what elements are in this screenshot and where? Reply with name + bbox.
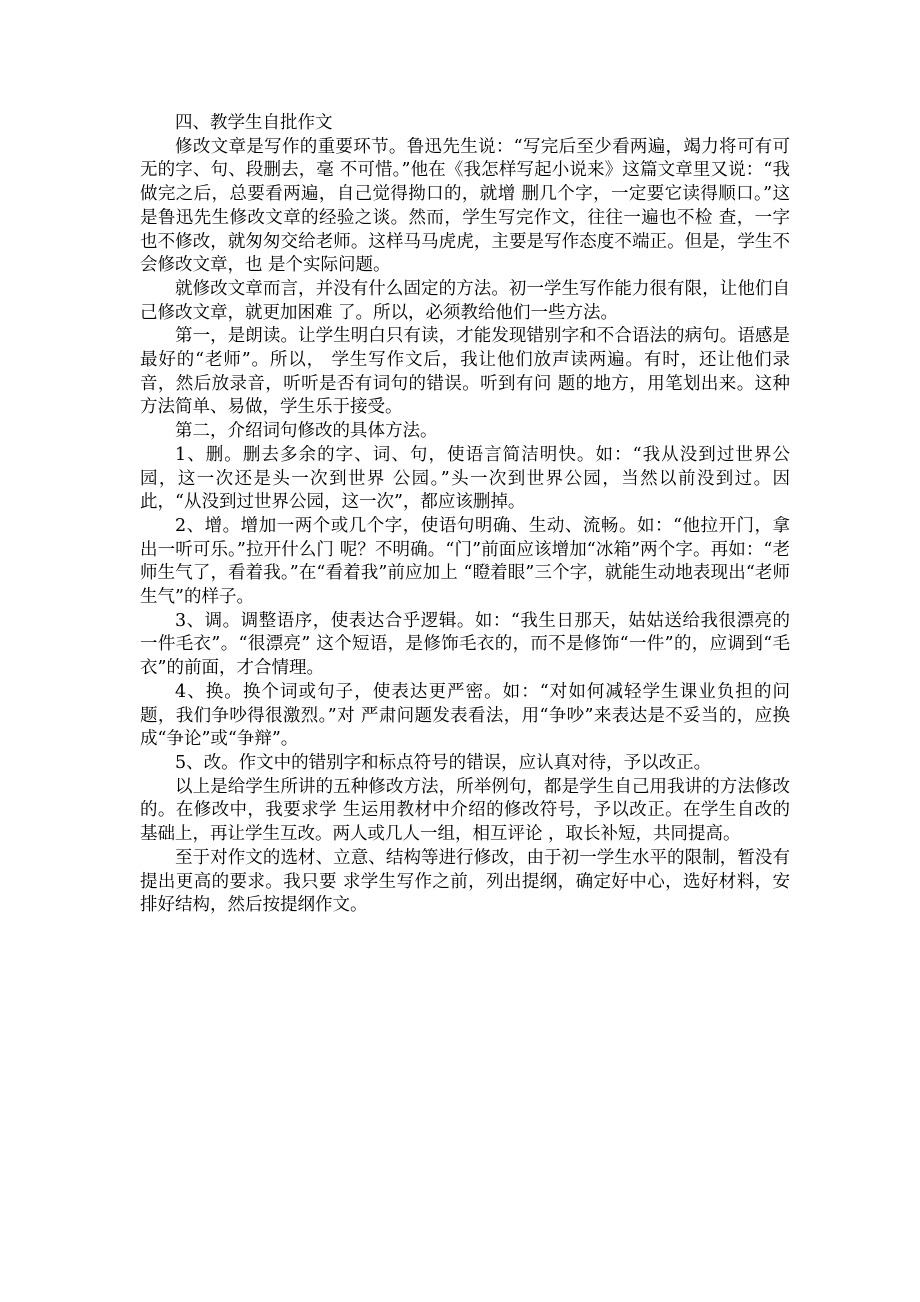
document-body: [140, 112, 790, 918]
paragraph-correct: 5、改。作文中的错别字和标点符号的错误，应认真对待，予以改正。: [175, 752, 712, 773]
paragraph-summary: 以上是给学生所讲的五种修改方法，所举例句，都是学生自己用我讲的方法修改的。在修改中，我要求学 生运用教材中介绍的修改符号，予以改正。在学生自改的基础上，再让学生互改。两人或几人一组，相互评论 ，取长补短，共同提高。: [140, 776, 790, 845]
paragraph-revision-methods: 第二，介绍词句修改的具体方法。: [175, 421, 438, 442]
section-heading: 四、教学生自批作文: [175, 113, 333, 133]
paragraph-reorder: 3、调。调整语序，使表达合乎逻辑。如：“我生日那天，姑姑送给我很漂亮的一件毛衣”。“很漂亮” 这个短语，是修饰毛衣的，而不是修饰“一件”的，应调到“毛衣”的前面，才合情理。: [140, 610, 790, 679]
paragraph-conclusion: 至于对作文的选材、立意、结构等进行修改，由于初一学生水平的限制，暂没有提出更高的要求。我只要 求学生写作之前，列出提纲，确定好中心，选好材料，安排好结构，然后按提纲作文。: [140, 847, 790, 916]
paragraph-reading-aloud: 第一，是朗读。让学生明白只有读，才能发现错别字和不合语法的病句。语感是最好的“老师”。所以， 学生写作文后，我让他们放声读两遍。有时，还让他们录音，然后放录音，听听是否有词句的错误。听到有问 题的地方，用笔划出来。这种方法简单、易做，学生乐于接受。: [140, 326, 790, 418]
paragraph-method-overview: 就修改文章而言，并没有什么固定的方法。初一学生写作能力很有限，让他们自己修改文章，就更加困难 了。所以，必须教给他们一些方法。: [140, 278, 790, 323]
paragraph-delete: 1、删。删去多余的字、词、句，使语言简洁明快。如：“我从没到过世界公园，这一次还是头一次到世界 公园。”头一次到世界公园，当然以前没到过。因此，“从没到过世界公园，这一次”，都应该删掉。: [140, 444, 790, 513]
paragraph-intro: 修改文章是写作的重要环节。鲁迅先生说：“写完后至少看两遍，竭力将可有可无的字、句、段删去，毫 不可惜。”他在《我怎样写起小说来》这篇文章里又说：“我做完之后，总要看两遍，自己觉得拗口的，就增 删几个字，一定要它读得顺口。”这是鲁迅先生修改文章的经验之谈。然而，学生写完作文，往往一遍也不检 查，一字也不修改，就匆匆交给老师。这样马马虎虎，主要是写作态度不端正。但是，学生不会修改文章，也 是个实际问题。: [140, 136, 790, 276]
paragraph-add: 2、增。增加一两个或几个字，使语句明确、生动、流畅。如：“他拉开门，拿出一听可乐。”拉开什么门 呢？不明确。“门”前面应该增加“冰箱”两个字。再如：“老师生气了，看着我。”在“看着我”前应加上 “瞪着眼”三个字，就能生动地表现出“老师生气”的样子。: [140, 515, 790, 608]
paragraph-replace: 4、换。换个词或句子，使表达更严密。如：“对如何减轻学生课业负担的问题，我们争吵得很激烈。”对 严肃问题发表看法，用“争吵”来表达是不妥当的，应换成“争论”或“争辩”。: [140, 681, 790, 750]
